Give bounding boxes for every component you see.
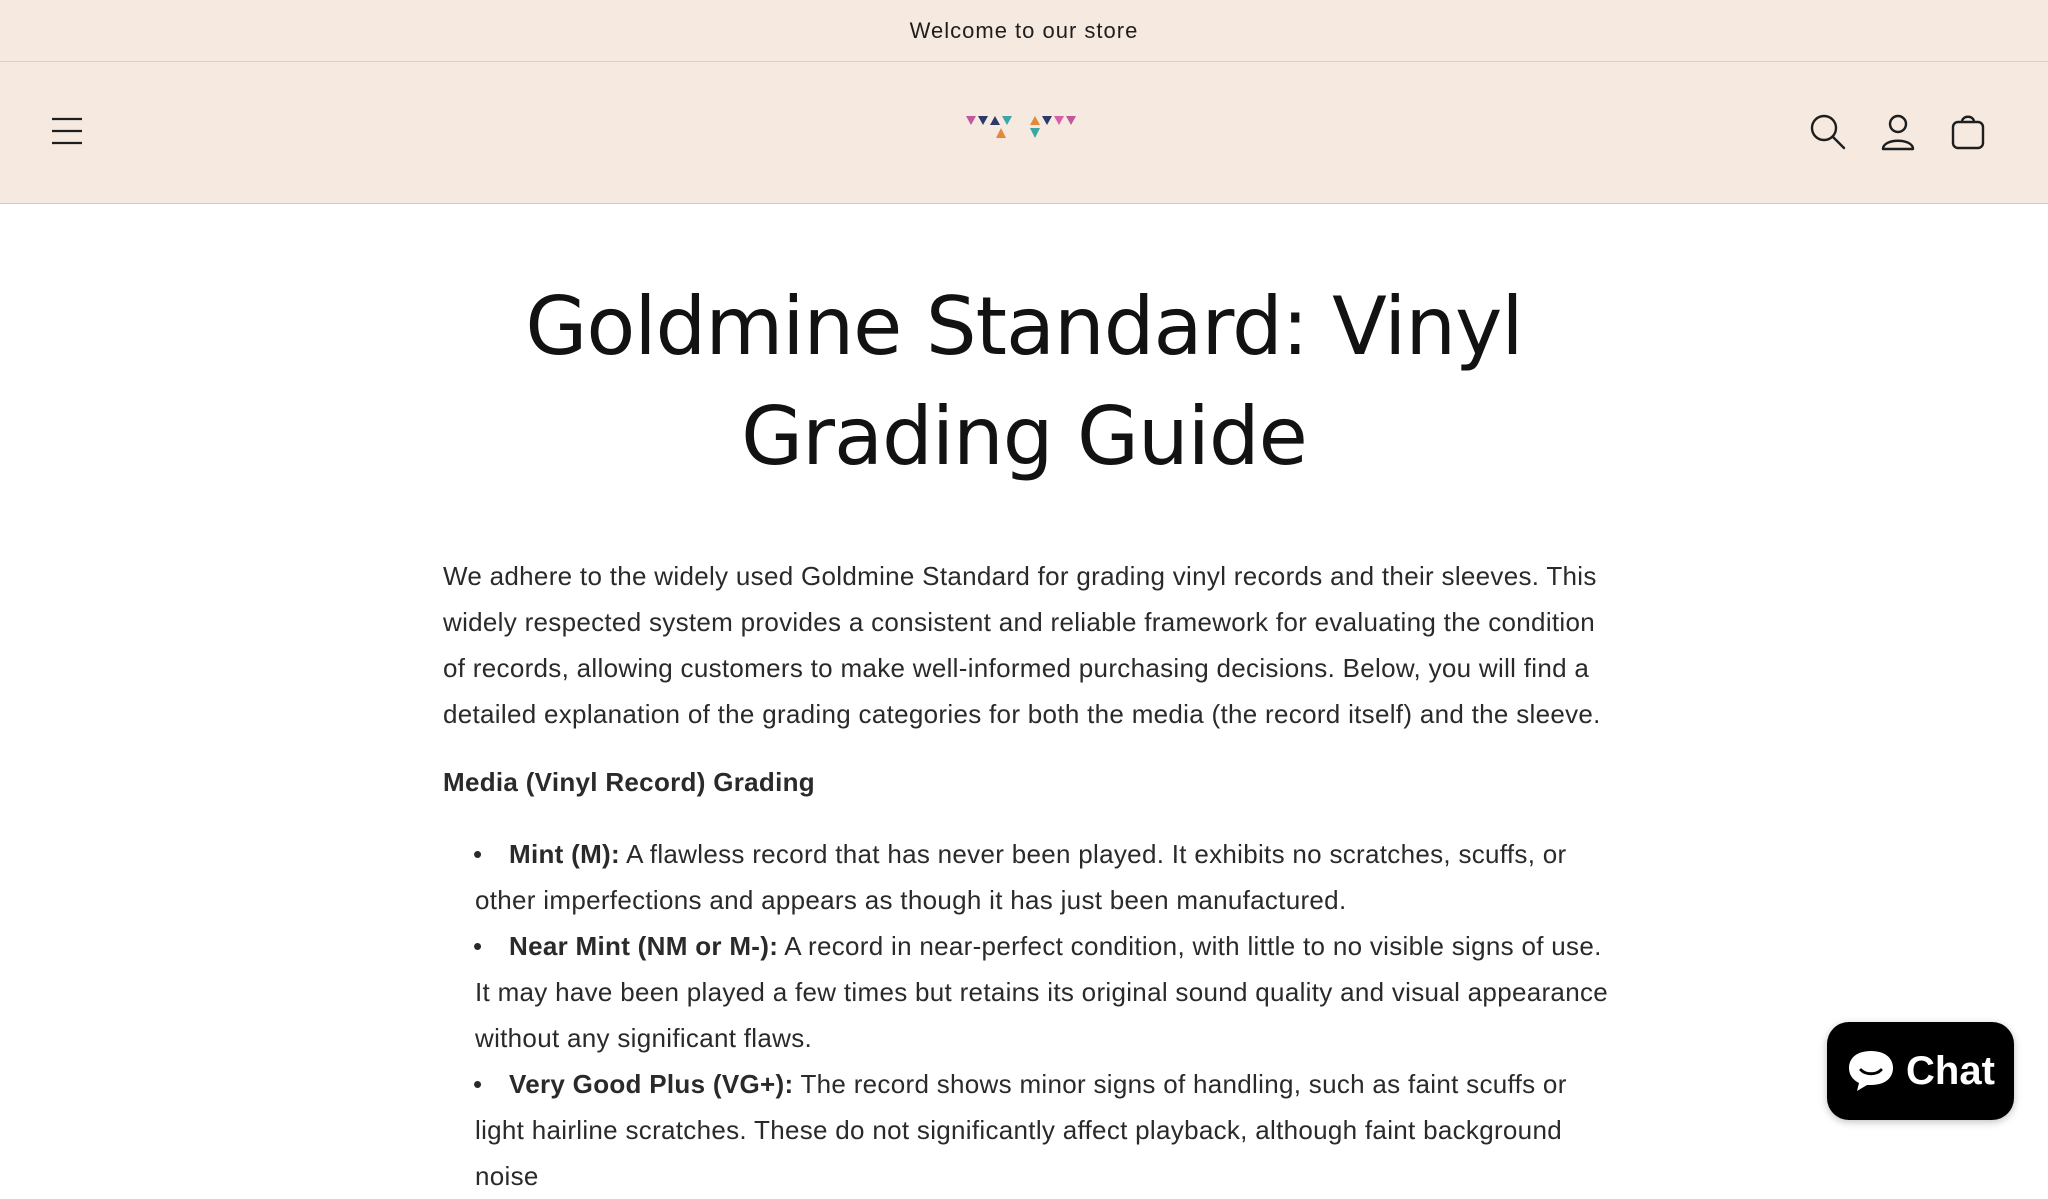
list-item: [475, 1061, 1611, 1199]
site-header: [0, 62, 2048, 204]
grade-name: Near Mint (NM or M-):: [509, 931, 779, 961]
grade-description: The record shows minor signs of handling, such as faint scuffs or light hairline scratches. These do not significantly affect playback, although faint background noise: [475, 1069, 1567, 1191]
bullet: •: [473, 931, 483, 961]
search-icon: [1808, 112, 1848, 152]
menu-button[interactable]: [46, 110, 88, 152]
bullet: •: [473, 839, 483, 869]
page-title: Goldmine Standard: Vinyl Grading Guide: [525, 280, 1523, 483]
grade-name: Mint (M):: [509, 839, 620, 869]
intro-paragraph: We adhere to the widely used Goldmine Standard for grading vinyl records and their sleeves. This widely respected system provides a consistent and reliable framework for evaluating the condition of records, allowing customers to make well-informed purchasing decisions. Below, you will find a detailed explanation of the grading categories for both the media (the record itself) and the sleeve.: [443, 561, 1601, 729]
chat-bubble-icon: [1846, 1048, 1896, 1094]
chat-button[interactable]: [1827, 1022, 2014, 1120]
triangle-pattern-logo: [966, 116, 1078, 150]
search-button[interactable]: [1808, 112, 1848, 152]
grade-description: A flawless record that has never been played. It exhibits no scratches, scuffs, or other imperfections and appears as though it has just been manufactured.: [475, 839, 1567, 915]
bullet: •: [473, 1069, 483, 1099]
announcement-bar: [0, 0, 2048, 62]
article-content: [443, 553, 1611, 1199]
announcement-text: Welcome to our store: [909, 17, 1139, 43]
grade-name: Very Good Plus (VG+):: [509, 1069, 794, 1099]
grade-description: A record in near-perfect condition, with little to no visible signs of use. It may have been played a few times but retains its original sound quality and visual appearance without any significant flaws.: [475, 931, 1609, 1053]
media-grading-heading: Media (Vinyl Record) Grading: [443, 767, 815, 797]
store-logo[interactable]: [966, 116, 1078, 150]
list-item: [475, 831, 1611, 923]
hamburger-menu-icon: [46, 110, 88, 152]
chat-label: Chat: [1906, 1048, 1995, 1093]
cart-icon: [1948, 112, 1988, 152]
account-button[interactable]: [1878, 112, 1918, 152]
cart-button[interactable]: [1948, 112, 1988, 152]
list-item: [475, 923, 1611, 1061]
grade-list: [443, 831, 1611, 1199]
account-icon: [1878, 112, 1918, 152]
